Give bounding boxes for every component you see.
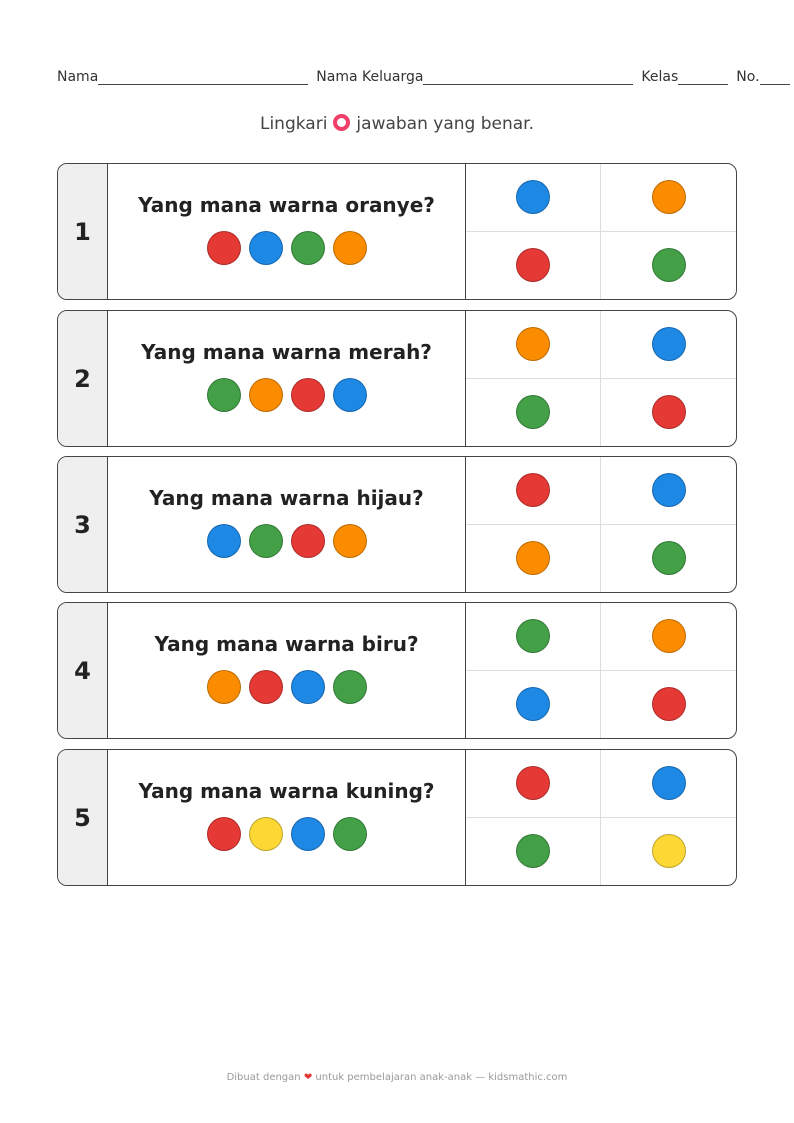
green-color-dot [291, 231, 325, 265]
answer-option[interactable] [466, 311, 601, 379]
question-number: 1 [58, 164, 108, 299]
answer-option[interactable] [601, 750, 736, 818]
answer-option[interactable] [601, 379, 736, 447]
yellow-color-dot [249, 817, 283, 851]
answer-option[interactable] [466, 525, 601, 593]
answer-option[interactable] [601, 603, 736, 671]
question-panel [108, 750, 466, 885]
orange-color-dot [207, 670, 241, 704]
answer-option[interactable] [601, 671, 736, 739]
family-name-label: Nama Keluarga [316, 69, 424, 85]
green-color-dot [207, 378, 241, 412]
blue-answer-dot[interactable] [652, 327, 686, 361]
name-field[interactable] [57, 69, 308, 85]
student-info-header [57, 69, 794, 85]
question-row [57, 310, 737, 447]
footer-text-after: untuk pembelajaran anak-anak — kidsmathic.com [315, 1072, 568, 1083]
answer-grid [466, 603, 736, 738]
instruction-text-after: jawaban yang benar. [356, 114, 534, 134]
name-label: Nama [57, 69, 99, 85]
answer-option[interactable] [466, 457, 601, 525]
family-name-field[interactable] [316, 69, 633, 85]
green-answer-dot[interactable] [516, 395, 550, 429]
answer-option[interactable] [601, 311, 736, 379]
color-palette [207, 231, 367, 265]
question-text: Yang mana warna oranye? [138, 192, 435, 217]
green-color-dot [333, 670, 367, 704]
question-panel [108, 311, 466, 446]
answer-option[interactable] [466, 671, 601, 739]
orange-answer-dot[interactable] [516, 327, 550, 361]
red-answer-dot[interactable] [652, 395, 686, 429]
question-row [57, 602, 737, 739]
question-panel [108, 603, 466, 738]
blue-color-dot [291, 670, 325, 704]
red-color-dot [207, 817, 241, 851]
green-answer-dot[interactable] [516, 834, 550, 868]
question-row [57, 456, 737, 593]
number-label: No. [736, 69, 760, 85]
color-palette [207, 524, 367, 558]
answer-option[interactable] [466, 379, 601, 447]
blue-answer-dot[interactable] [652, 766, 686, 800]
circle-icon [333, 114, 350, 131]
answer-option[interactable] [601, 232, 736, 300]
blue-color-dot [291, 817, 325, 851]
red-color-dot [291, 378, 325, 412]
number-field[interactable] [736, 69, 789, 85]
class-field[interactable] [641, 69, 728, 85]
red-answer-dot[interactable] [516, 766, 550, 800]
blue-answer-dot[interactable] [516, 687, 550, 721]
green-answer-dot[interactable] [652, 248, 686, 282]
color-palette [207, 817, 367, 851]
red-color-dot [291, 524, 325, 558]
instruction [0, 114, 794, 134]
green-color-dot [333, 817, 367, 851]
question-text: Yang mana warna hijau? [149, 485, 424, 510]
answer-option[interactable] [601, 457, 736, 525]
red-answer-dot[interactable] [516, 248, 550, 282]
green-color-dot [249, 524, 283, 558]
answer-option[interactable] [601, 164, 736, 232]
question-text: Yang mana warna biru? [154, 631, 419, 656]
heart-icon: ❤ [303, 1072, 313, 1083]
question-panel [108, 457, 466, 592]
answer-option[interactable] [466, 164, 601, 232]
yellow-answer-dot[interactable] [652, 834, 686, 868]
footer-text-before: Dibuat dengan [226, 1072, 301, 1083]
orange-color-dot [333, 231, 367, 265]
green-answer-dot[interactable] [652, 541, 686, 575]
class-label: Kelas [641, 69, 679, 85]
green-answer-dot[interactable] [516, 619, 550, 653]
footer [0, 1072, 794, 1083]
answer-option[interactable] [466, 818, 601, 886]
answer-option[interactable] [601, 525, 736, 593]
red-answer-dot[interactable] [652, 687, 686, 721]
question-row [57, 163, 737, 300]
red-color-dot [249, 670, 283, 704]
orange-color-dot [333, 524, 367, 558]
question-row [57, 749, 737, 886]
answer-option[interactable] [601, 818, 736, 886]
answer-option[interactable] [466, 750, 601, 818]
question-panel [108, 164, 466, 299]
answer-grid [466, 457, 736, 592]
answer-option[interactable] [466, 603, 601, 671]
blue-color-dot [249, 231, 283, 265]
red-answer-dot[interactable] [516, 473, 550, 507]
red-color-dot [207, 231, 241, 265]
orange-answer-dot[interactable] [516, 541, 550, 575]
orange-answer-dot[interactable] [652, 619, 686, 653]
color-palette [207, 378, 367, 412]
question-number: 5 [58, 750, 108, 885]
blue-color-dot [333, 378, 367, 412]
question-text: Yang mana warna kuning? [138, 778, 435, 803]
answer-grid [466, 164, 736, 299]
color-palette [207, 670, 367, 704]
answer-option[interactable] [466, 232, 601, 300]
instruction-text-before: Lingkari [259, 114, 328, 134]
question-text: Yang mana warna merah? [141, 339, 432, 364]
answer-grid [466, 750, 736, 885]
question-number: 4 [58, 603, 108, 738]
blue-answer-dot[interactable] [516, 180, 550, 214]
question-number: 2 [58, 311, 108, 446]
blue-answer-dot[interactable] [652, 473, 686, 507]
orange-color-dot [249, 378, 283, 412]
answer-grid [466, 311, 736, 446]
question-number: 3 [58, 457, 108, 592]
blue-color-dot [207, 524, 241, 558]
orange-answer-dot[interactable] [652, 180, 686, 214]
